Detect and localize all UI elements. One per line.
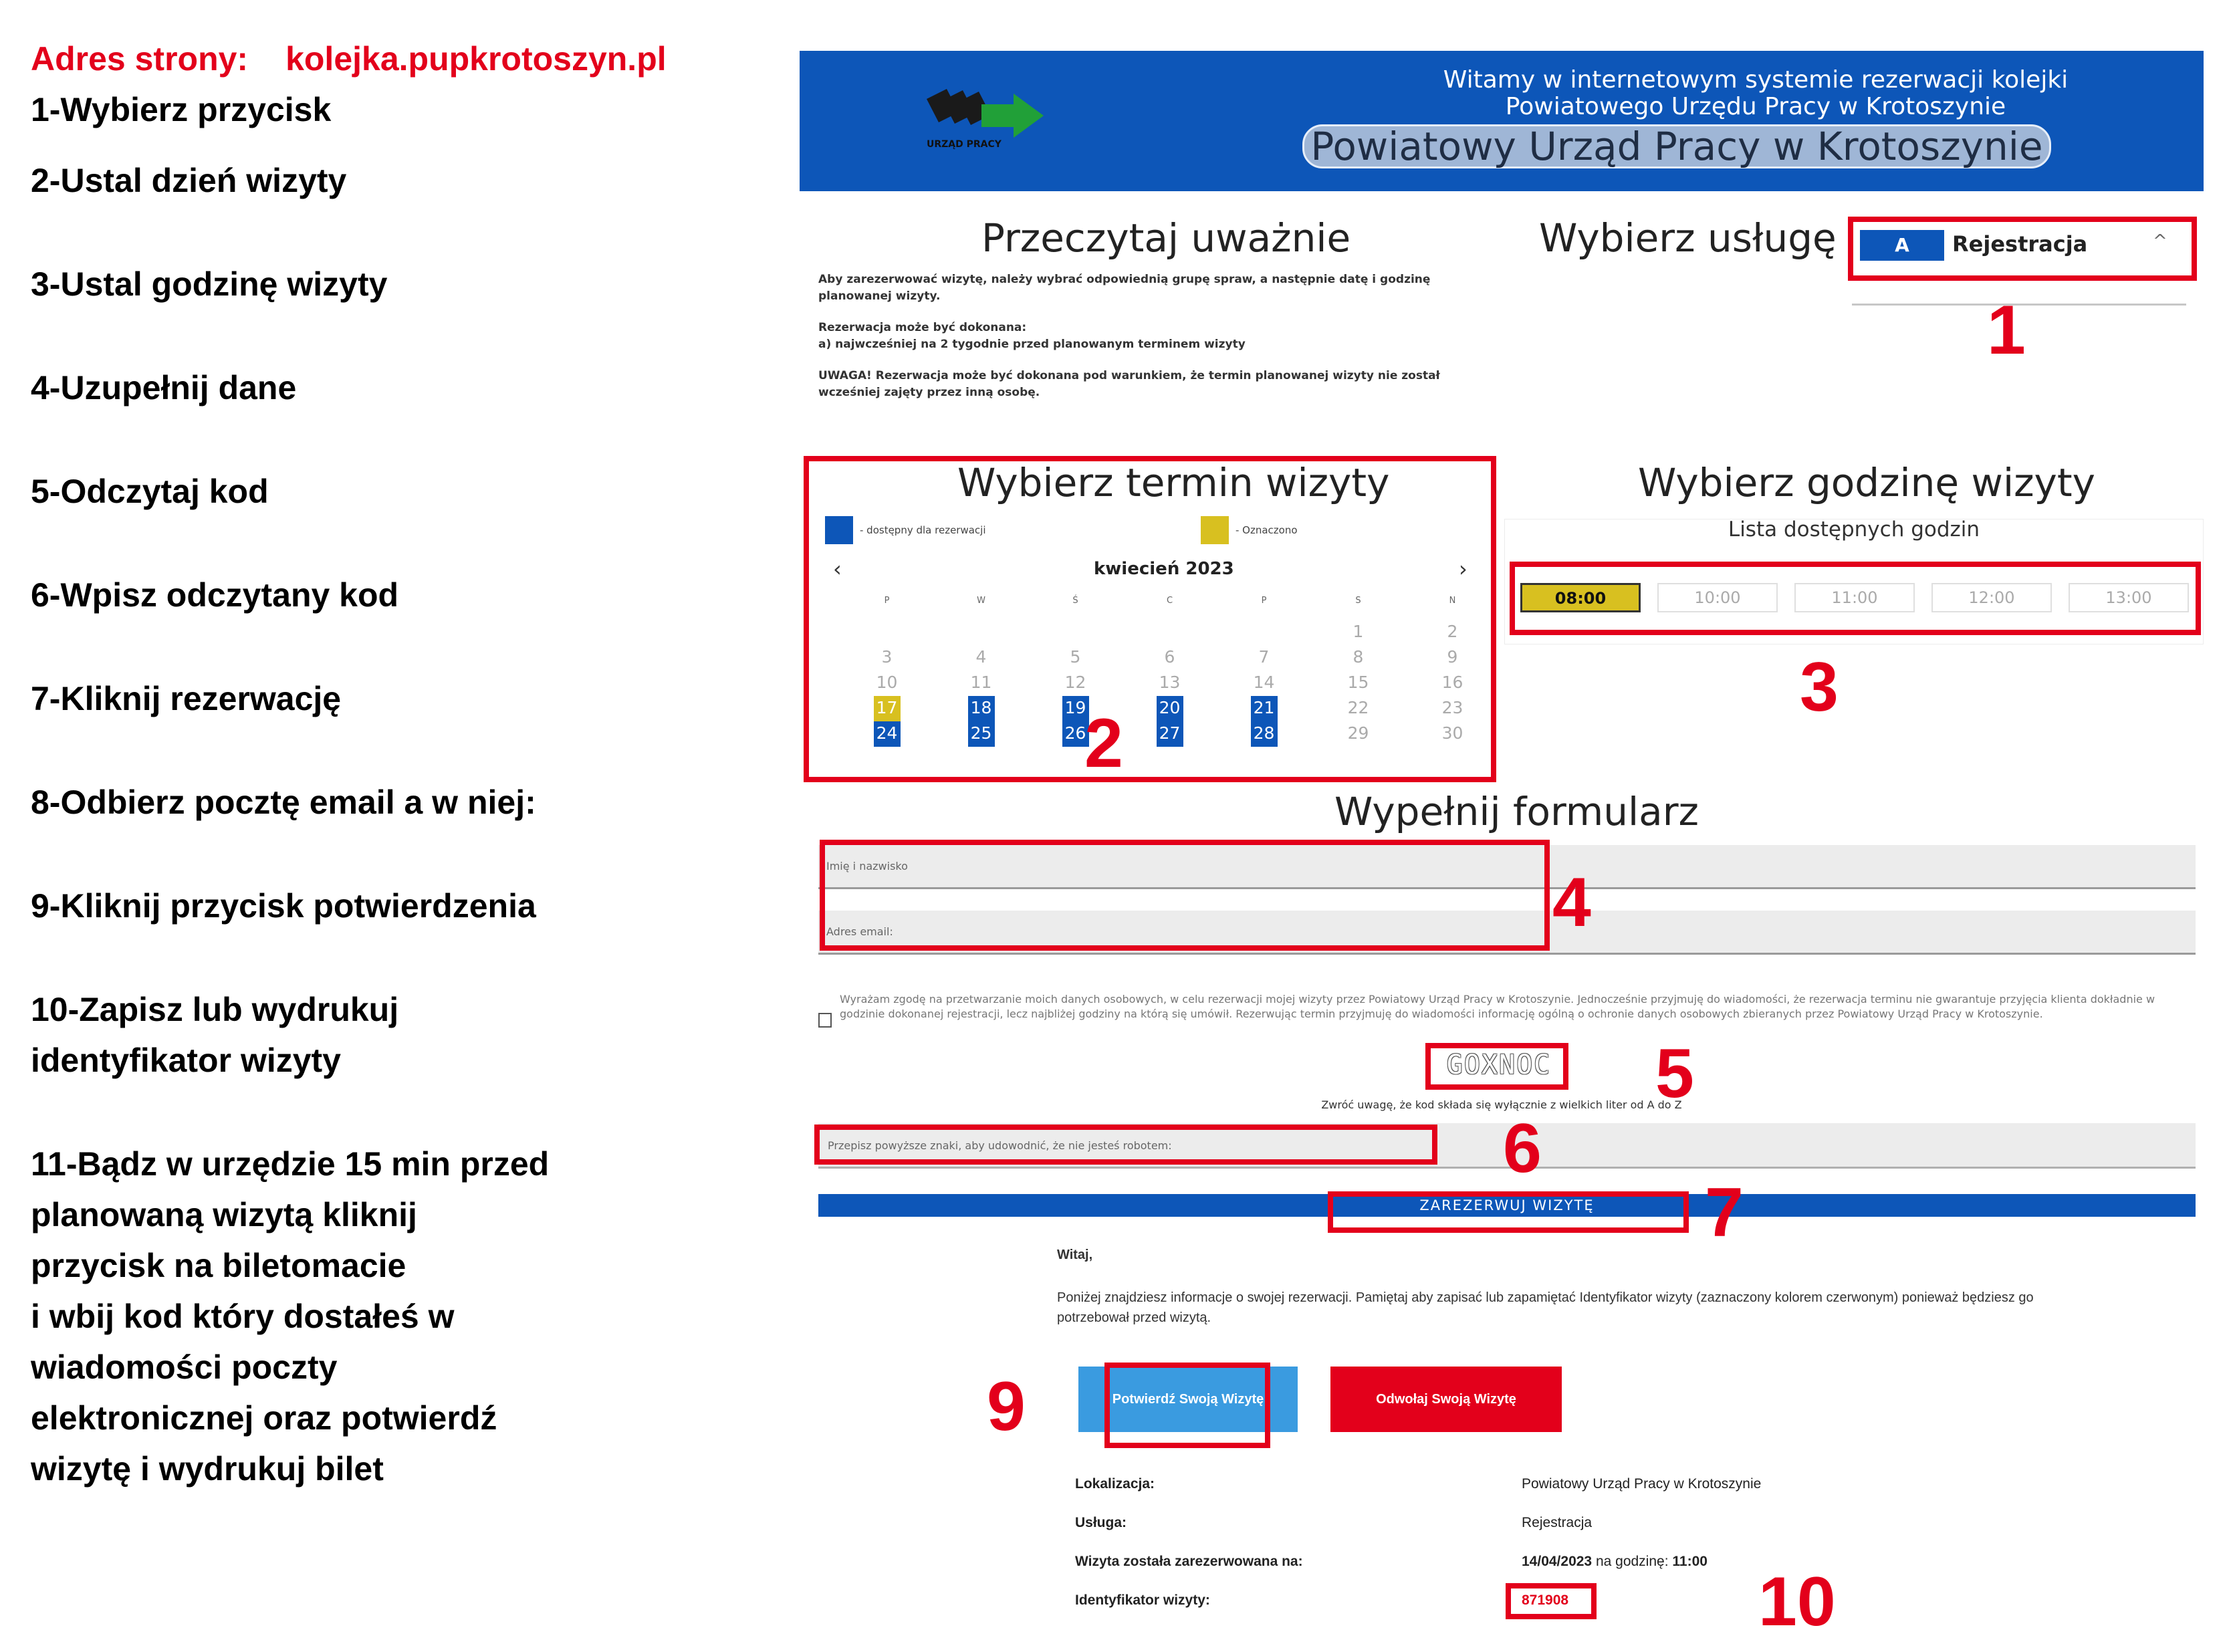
read-paragraph-2-title: Rezerwacja może być dokonana: [818, 321, 1027, 334]
annotation-box-1 [1848, 217, 2197, 281]
banner-office-line: Powiatowego Urzędu Pracy w Krotoszynie [1505, 93, 2006, 120]
step-5: 5-Odczytaj kod [31, 473, 269, 510]
service-label: Usługa: [1075, 1515, 1127, 1530]
annotation-box-3 [1510, 562, 2201, 635]
calendar-day-27[interactable]: 27 [1157, 721, 1183, 747]
calendar-day-8: 8 [1353, 647, 1364, 667]
annotation-box-9 [1104, 1363, 1270, 1448]
hour-button-1200[interactable]: 12:00 [1931, 583, 2052, 612]
step-8: 8-Odbierz pocztę email a w niej: [31, 784, 536, 821]
booked-value [1522, 1554, 1708, 1570]
calendar-day-1: 1 [1353, 622, 1364, 641]
chevron-up-icon: ^ [2153, 231, 2167, 251]
annotation-box-6 [814, 1125, 1437, 1165]
calendar-day-18[interactable]: 18 [968, 696, 995, 721]
calendar-day-15: 15 [1347, 673, 1369, 692]
annotation-number-7: 7 [1705, 1174, 1744, 1252]
consent-checkbox[interactable] [818, 1013, 832, 1028]
location-value: Powiatowy Urząd Pracy w Krotoszynie [1522, 1476, 1762, 1492]
calendar-day-4: 4 [975, 647, 987, 667]
form-section-title: Wypełnij formularz [1334, 789, 1699, 834]
service-value: Rejestracja [1522, 1515, 1593, 1530]
annotation-box-7 [1328, 1191, 1689, 1233]
step-3: 3-Ustal godzinę wizyty [31, 265, 388, 303]
calendar-day-25[interactable]: 25 [968, 721, 995, 747]
identifier-value: 871908 [1522, 1592, 1569, 1608]
booked-date: 14/04/2023 [1522, 1554, 1593, 1569]
calendar-day-23: 23 [1441, 698, 1463, 717]
step-list [31, 155, 739, 1494]
calendar-day-5: 5 [1070, 647, 1081, 667]
annotation-number-4: 4 [1552, 864, 1591, 941]
calendar-day-16: 16 [1441, 673, 1463, 692]
annotation-number-3: 3 [1800, 648, 1839, 726]
calendar-day-3: 3 [881, 647, 893, 667]
calendar-day-28[interactable]: 28 [1251, 721, 1278, 747]
read-section-title: Przeczytaj uważnie [981, 215, 1351, 261]
step-10: 10-Zapisz lub wydrukuj identyfikator wizyty [31, 991, 399, 1079]
calendar-day-17[interactable]: 17 [874, 696, 901, 721]
weekday-label: P [884, 596, 890, 606]
weekday-label: C [1166, 596, 1173, 606]
booking-screenshot [800, 51, 2204, 1642]
captcha-code: GOXNOC [1446, 1050, 1552, 1080]
read-paragraph-1: Aby zarezerwować wizytę, należy wybrać odpowiednią grupę spraw, a następnie datę i godzinę planowanej wizyty. [818, 273, 1431, 303]
logo-text: URZĄD PRACY [927, 139, 1002, 150]
name-field-placeholder: Imię i nazwisko [826, 860, 908, 872]
captcha-input-placeholder: Przepisz powyższe znaki, aby udowodnić, że nie jesteś robotem: [828, 1139, 1172, 1152]
identifier-label: Identyfikator wizyty: [1075, 1592, 1210, 1608]
step-9: 9-Kliknij przycisk potwierdzenia [31, 887, 536, 925]
cancel-visit-button[interactable]: Odwołaj Swoją Wizytę [1330, 1367, 1562, 1432]
hour-button-1100[interactable]: 11:00 [1794, 583, 1915, 612]
calendar-next-button[interactable]: › [1459, 556, 1467, 582]
calendar-section-title: Wybierz termin wizyty [957, 460, 1390, 505]
hour-button-1000[interactable]: 10:00 [1657, 583, 1778, 612]
calendar-day-19[interactable]: 19 [1062, 696, 1089, 721]
weekday-label: N [1449, 596, 1456, 606]
address-label: Adres strony: [31, 40, 249, 78]
email-body: Poniżej znajdziesz informacje o swojej rezerwacji. Pamiętaj aby zapisać lub zapamiętać Identyfikator wizyty (zaznaczony kolorem czerwonym) ponieważ będziesz go potrzebował przed wizytą. [1057, 1290, 2034, 1325]
calendar-day-2: 2 [1447, 622, 1458, 641]
legend-selected-label: - Oznaczono [1236, 524, 1298, 536]
read-section-text [818, 271, 1464, 432]
annotation-number-6: 6 [1503, 1110, 1542, 1187]
banner-welcome-line: Witamy w internetowym systemie rezerwacji kolejki [1443, 66, 2069, 94]
site-address [31, 33, 739, 84]
calendar-prev-button[interactable]: ‹ [833, 556, 842, 582]
confirmation-email [1057, 1248, 2087, 1325]
booked-time: 11:00 [1672, 1554, 1708, 1569]
calendar-day-6: 6 [1164, 647, 1175, 667]
annotation-box-4 [820, 840, 1550, 951]
location-label: Lokalizacja: [1075, 1476, 1155, 1492]
hour-button-1300[interactable]: 13:00 [2069, 583, 2189, 612]
calendar-day-13: 13 [1159, 673, 1181, 692]
booked-label: Wizyta została zarezerwowana na: [1075, 1554, 1303, 1569]
address-url[interactable]: kolejka.pupkrotoszyn.pl [285, 40, 667, 78]
calendar-day-26[interactable]: 26 [1062, 721, 1089, 747]
consent-text: Wyrażam zgodę na przetwarzanie moich danych osobowych, w celu rezerwacji mojej wizyty przez Powiatowy Urząd Pracy w Krotoszynie. Jednocześnie przyjmuję do wiadomości, że rezerwacja terminu nie gwarantuje przyjęcia klienta dokładnie w godzinie dokonanej rejestracji, lecz najbliżej godziny na którą się umówił. Rezerwując termin przyjmuję do wiadomości informację ogólną o ochronie danych osobowych zbieranych przez Powiatowy Urząd Pracy w Krotoszynie. [840, 993, 2155, 1020]
email-field-placeholder: Adres email: [826, 925, 893, 938]
annotation-number-9: 9 [987, 1368, 1026, 1445]
legend-available-label: - dostępny dla rezerwacji [860, 524, 986, 536]
annotation-box-10 [1506, 1583, 1597, 1619]
annotation-number-1: 1 [1987, 291, 2026, 369]
step-11: 11-Bądz w urzędzie 15 min przed planowaną wizytą kliknij przycisk na biletomacie i wbij kod który dostałeś w wiadomości poczty elektronicznej oraz potwierdź wizytę i wydrukuj bilet [31, 1145, 550, 1488]
calendar-day-29: 29 [1347, 723, 1369, 743]
reserve-button[interactable]: ZAREZERWUJ WIZYTĘ [818, 1194, 2196, 1217]
service-name: Rejestracja [1952, 231, 2088, 257]
calendar-day-30: 30 [1441, 723, 1463, 743]
read-paragraph-2: a) najwcześniej na 2 tygodnie przed planowanym terminem wizyty [818, 338, 1246, 351]
calendar-month-label: kwiecień 2023 [1094, 559, 1234, 579]
step-1: 1-Wybierz przycisk [31, 91, 332, 128]
calendar-day-20[interactable]: 20 [1157, 696, 1183, 721]
instructions-panel [31, 33, 739, 1547]
email-greeting: Witaj, [1057, 1248, 1093, 1262]
calendar-day-10: 10 [876, 673, 898, 692]
step-7: 7-Kliknij rezerwację [31, 680, 342, 717]
step-6: 6-Wpisz odczytany kod [31, 576, 399, 614]
hour-button-0800[interactable]: 08:00 [1520, 583, 1641, 612]
read-paragraph-3: UWAGA! Rezerwacja może być dokonana pod warunkiem, że termin planowanej wizyty nie został wcześniej zajęty przez inną osobę. [818, 369, 1440, 399]
service-code-badge: A [1860, 230, 1944, 261]
header-banner [800, 51, 2204, 191]
hours-list-label: Lista dostępnych godzin [1728, 517, 1980, 542]
banner-main-title: Powiatowy Urząd Pracy w Krotoszynie [1302, 124, 2051, 168]
calendar-day-7: 7 [1258, 647, 1270, 667]
confirm-visit-button[interactable]: Potwierdź Swoją Wizytę [1078, 1367, 1298, 1432]
calendar-day-9: 9 [1447, 647, 1458, 667]
calendar-day-24[interactable]: 24 [874, 721, 901, 747]
annotation-box-2 [804, 456, 1496, 782]
weekday-label: Ś [1072, 596, 1078, 606]
annotation-number-5: 5 [1655, 1035, 1694, 1112]
step-4: 4-Uzupełnij dane [31, 369, 297, 406]
weekday-label: W [977, 596, 985, 606]
calendar-day-11: 11 [970, 673, 992, 692]
weekday-label: P [1261, 596, 1267, 606]
calendar-day-22: 22 [1347, 698, 1369, 717]
booked-mid: na godzinę: [1592, 1554, 1673, 1569]
calendar-day-21[interactable]: 21 [1251, 696, 1278, 721]
weekday-label: S [1355, 596, 1361, 606]
annotation-number-2: 2 [1084, 705, 1123, 782]
annotation-box-5 [1425, 1043, 1568, 1090]
service-section-title: Wybierz usługę [1539, 215, 1837, 261]
calendar-day-12: 12 [1064, 673, 1086, 692]
calendar-day-14: 14 [1253, 673, 1275, 692]
hours-section-title: Wybierz godzinę wizyty [1638, 460, 2095, 505]
step-2: 2-Ustal dzień wizyty [31, 162, 347, 199]
annotation-number-10: 10 [1758, 1563, 1836, 1641]
captcha-note: Zwróć uwagę, że kod składa się wyłącznie z wielkich liter od A do Z [1321, 1098, 1682, 1111]
